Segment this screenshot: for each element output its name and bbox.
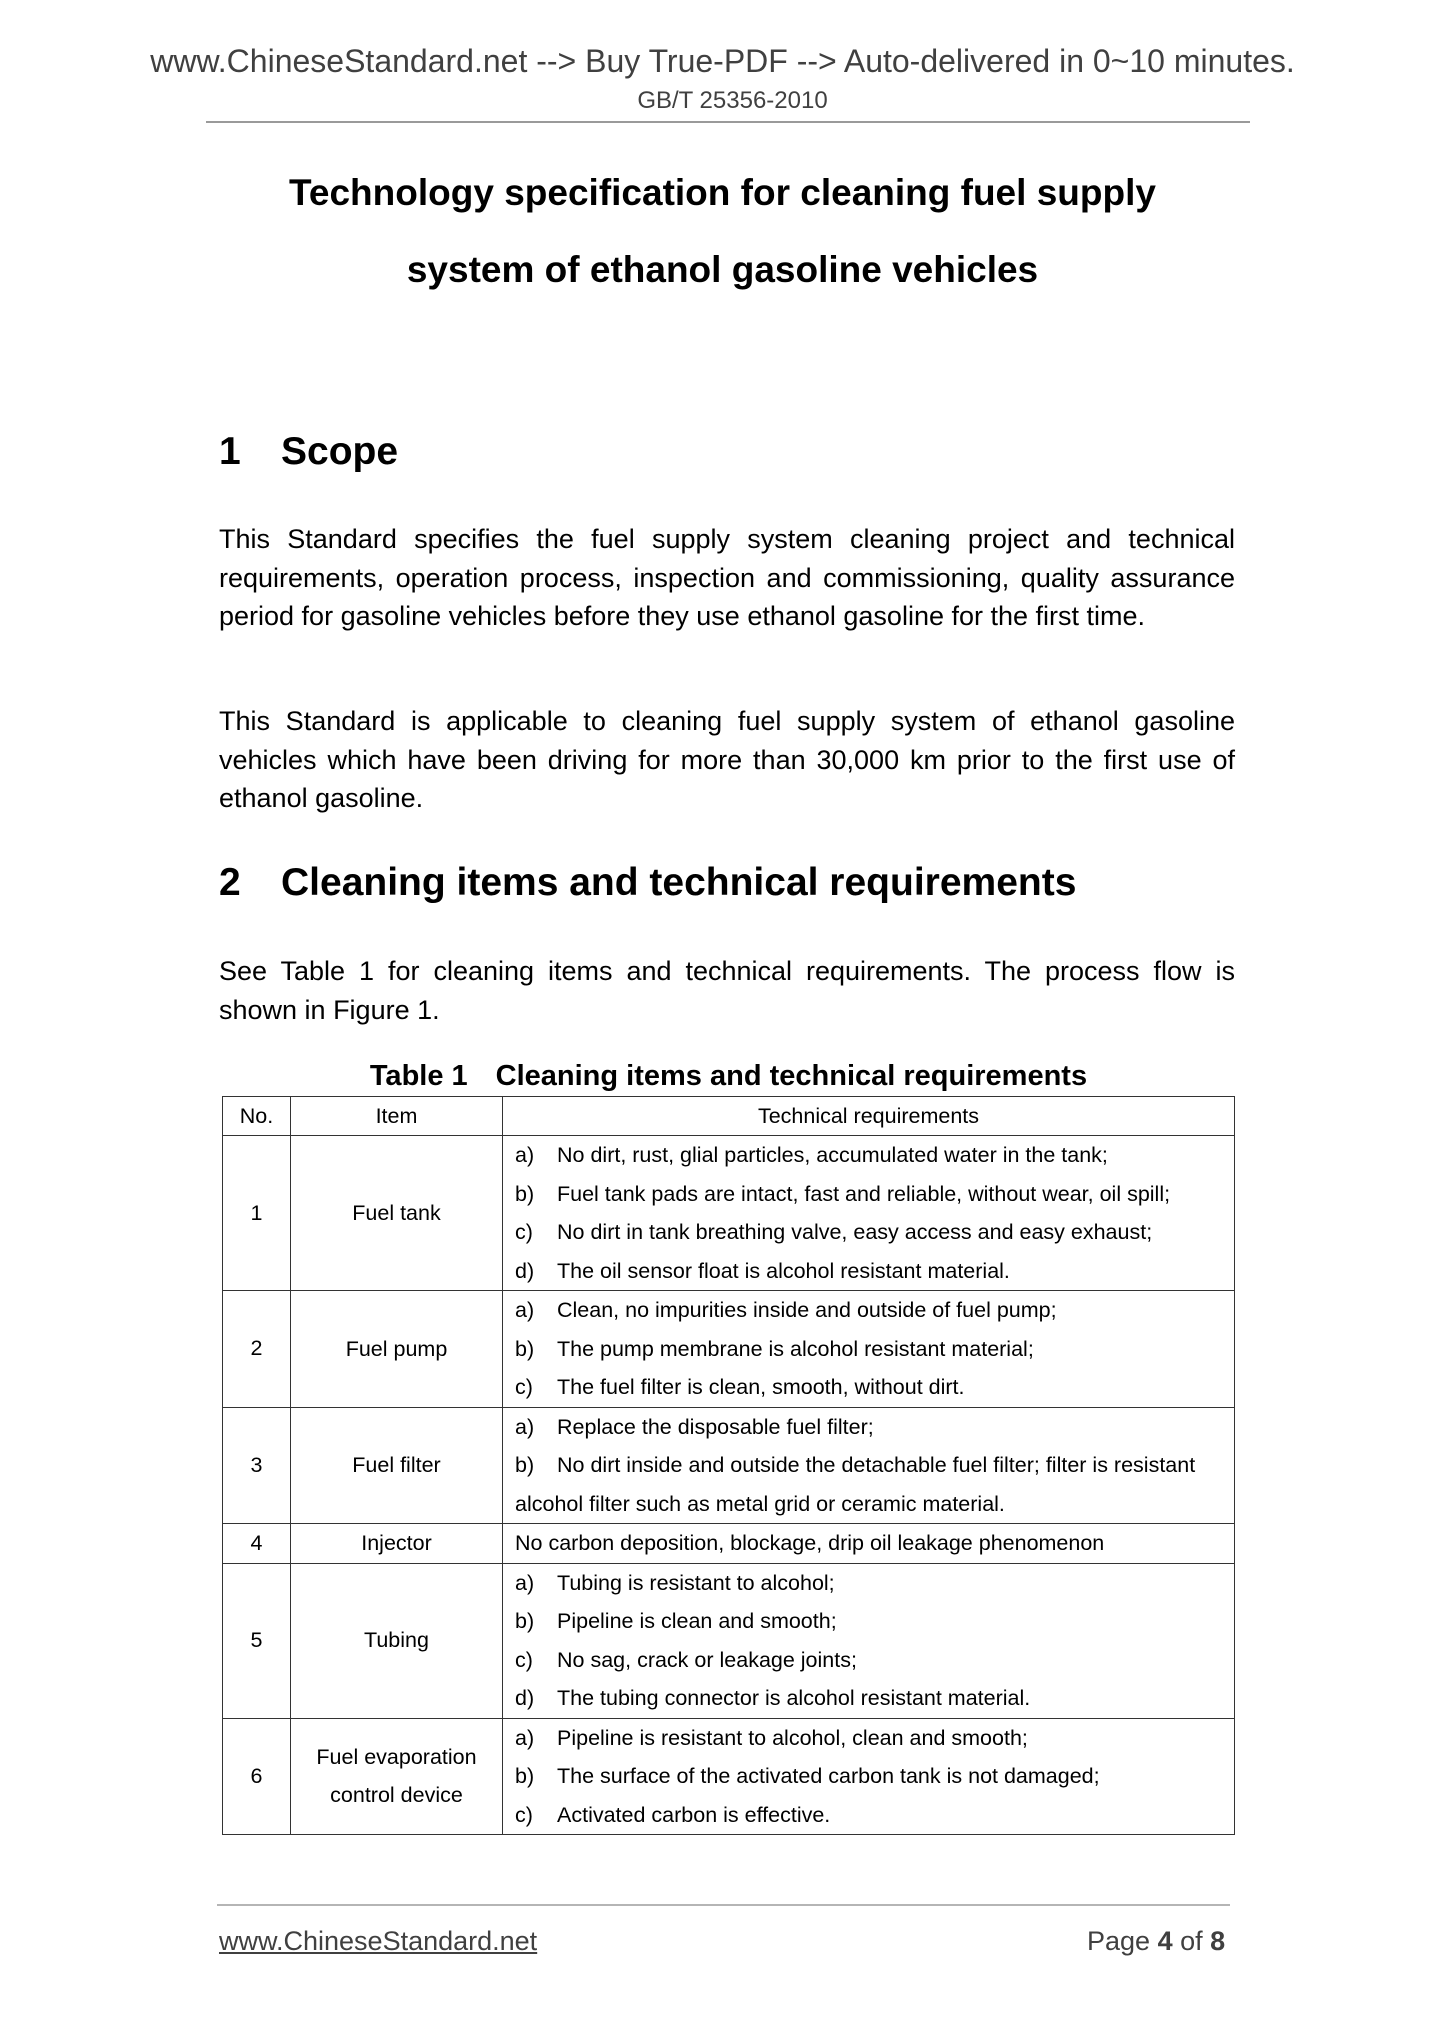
requirement-line (503, 1485, 1234, 1524)
cell-no: 6 (223, 1718, 291, 1835)
list-marker: c) (515, 1220, 533, 1244)
column-header-requirements: Technical requirements (503, 1097, 1235, 1136)
document-title-line2: system of ethanol gasoline vehicles (406, 249, 1039, 290)
requirement-line (503, 1602, 1234, 1641)
list-marker: c) (515, 1802, 533, 1827)
requirement-text: The tubing connector is alcohol resistant material. (557, 1686, 1031, 1710)
requirement-text: No dirt inside and outside the detachable fuel filter; filter is resistant (557, 1453, 1196, 1477)
cell-item (291, 1718, 503, 1835)
table-row (223, 1291, 1235, 1408)
requirement-text: Tubing is resistant to alcohol; (557, 1570, 835, 1595)
paragraph: This Standard specifies the fuel supply system cleaning project and technical requirements, operation process, inspection and commissioning, quality assurance period for gasoline vehicles before they use ethanol gasoline for the first time. (219, 524, 1235, 631)
cell-item (291, 1524, 503, 1564)
page-label: Page (1087, 1926, 1158, 1956)
table-row (223, 1563, 1235, 1718)
page-of-label: of (1172, 1926, 1211, 1956)
total-pages: 8 (1210, 1926, 1226, 1956)
column-header-no: No. (223, 1097, 291, 1136)
section-heading-cleaning (219, 861, 1076, 905)
requirement-text: No dirt, rust, glial particles, accumulated water in the tank; (557, 1143, 1108, 1167)
list-marker: b) (515, 1181, 535, 1206)
list-marker: a) (515, 1414, 535, 1439)
table-row (223, 1524, 1235, 1564)
paragraph: See Table 1 for cleaning items and technical requirements. The process flow is shown in Figure 1. (219, 956, 1235, 1025)
cell-no: 2 (223, 1291, 291, 1408)
section-heading-scope (219, 430, 398, 474)
list-marker: b) (515, 1336, 535, 1361)
requirement-line (503, 1679, 1234, 1718)
header-divider (206, 121, 1250, 123)
item-text: control device (330, 1783, 463, 1808)
list-marker: a) (515, 1143, 535, 1167)
cell-item (291, 1291, 503, 1408)
requirement-text: The surface of the activated carbon tank is not damaged; (557, 1764, 1100, 1788)
table-number: Table 1 (369, 1060, 468, 1092)
cell-no: 1 (223, 1136, 291, 1291)
section-title: Cleaning items and technical requirements (281, 861, 1077, 904)
requirement-text: The fuel filter is clean, smooth, without dirt. (557, 1375, 965, 1399)
list-marker: b) (515, 1453, 535, 1477)
document-title-line1: Technology specification for cleaning fuel supply (289, 172, 1156, 213)
requirement-line (503, 1446, 1234, 1485)
item-text: Fuel pump (345, 1336, 448, 1361)
list-marker: c) (515, 1375, 533, 1399)
requirement-line (503, 1252, 1234, 1291)
requirement-line (503, 1641, 1234, 1680)
section-number: 1 (219, 430, 241, 473)
requirement-line (503, 1175, 1234, 1214)
requirement-line (503, 1213, 1234, 1252)
requirement-text: Activated carbon is effective. (557, 1802, 831, 1827)
table-row (223, 1718, 1235, 1835)
item-text: Fuel tank (352, 1200, 441, 1225)
requirement-text: The pump membrane is alcohol resistant material; (557, 1336, 1034, 1361)
table-row (223, 1136, 1235, 1291)
requirement-text: alcohol filter such as metal grid or ceramic material. (515, 1491, 1005, 1516)
requirement-line (503, 1368, 1234, 1407)
list-marker: a) (515, 1298, 535, 1322)
cell-requirements (503, 1136, 1235, 1291)
requirement-text: Pipeline is resistant to alcohol, clean and smooth; (557, 1725, 1028, 1750)
item-text: Fuel evaporation (316, 1744, 477, 1769)
requirement-line (503, 1719, 1234, 1758)
column-header-item: Item (291, 1097, 503, 1136)
cell-no: 5 (223, 1563, 291, 1718)
item-text: Fuel filter (352, 1453, 441, 1477)
requirement-text: No dirt in tank breathing valve, easy access and easy exhaust; (557, 1220, 1153, 1244)
requirement-text: No carbon deposition, blockage, drip oil leakage phenomenon (515, 1531, 1105, 1555)
cell-requirements (503, 1524, 1235, 1564)
requirement-text: Pipeline is clean and smooth; (557, 1609, 837, 1633)
cell-requirements (503, 1563, 1235, 1718)
list-marker: a) (515, 1570, 535, 1595)
requirements-table (222, 1096, 1235, 1835)
requirement-line (503, 1796, 1234, 1835)
requirement-text: No sag, crack or leakage joints; (557, 1647, 857, 1672)
requirement-line (503, 1524, 1234, 1563)
cell-requirements (503, 1291, 1235, 1408)
table-caption-text: Cleaning items and technical requirements (495, 1060, 1088, 1092)
section-title: Scope (281, 430, 399, 473)
header-banner: www.ChineseStandard.net --> Buy True-PDF --> Auto-delivered in 0~10 minutes. (150, 43, 1295, 79)
item-text: Injector (361, 1531, 432, 1555)
cell-item (291, 1136, 503, 1291)
section-number: 2 (219, 861, 241, 904)
footer-divider (217, 1904, 1230, 1906)
requirement-line (503, 1136, 1234, 1175)
cell-item (291, 1407, 503, 1524)
current-page: 4 (1157, 1926, 1173, 1956)
table-row (223, 1407, 1235, 1524)
requirement-text: Replace the disposable fuel filter; (557, 1414, 874, 1439)
footer-link[interactable]: www.ChineseStandard.net (219, 1926, 538, 1956)
list-marker: a) (515, 1725, 535, 1750)
cell-no: 3 (223, 1407, 291, 1524)
cell-item (291, 1563, 503, 1718)
list-marker: d) (515, 1686, 535, 1710)
standard-number: GB/T 25356-2010 (637, 87, 828, 114)
table-header-row (223, 1097, 1235, 1136)
page-indicator (1087, 1926, 1225, 1957)
list-marker: b) (515, 1609, 535, 1633)
requirement-line (503, 1408, 1234, 1447)
requirement-line (503, 1564, 1234, 1603)
cell-no: 4 (223, 1524, 291, 1564)
paragraph: This Standard is applicable to cleaning fuel supply system of ethanol gasoline vehicles which have been driving for more than 30,000 km prior to the first use of ethanol gasoline. (219, 706, 1235, 813)
requirement-text: Clean, no impurities inside and outside of fuel pump; (557, 1298, 1057, 1322)
table-caption (222, 1060, 1235, 1093)
requirement-line (503, 1291, 1234, 1330)
requirement-text: Fuel tank pads are intact, fast and reliable, without wear, oil spill; (557, 1181, 1171, 1206)
cell-requirements (503, 1407, 1235, 1524)
list-marker: c) (515, 1647, 533, 1672)
requirement-line (503, 1757, 1234, 1796)
cell-requirements (503, 1718, 1235, 1835)
list-marker: d) (515, 1258, 535, 1283)
requirement-text: The oil sensor float is alcohol resistant material. (557, 1258, 1010, 1283)
requirement-line (503, 1330, 1234, 1369)
item-text: Tubing (364, 1628, 429, 1653)
list-marker: b) (515, 1764, 535, 1788)
